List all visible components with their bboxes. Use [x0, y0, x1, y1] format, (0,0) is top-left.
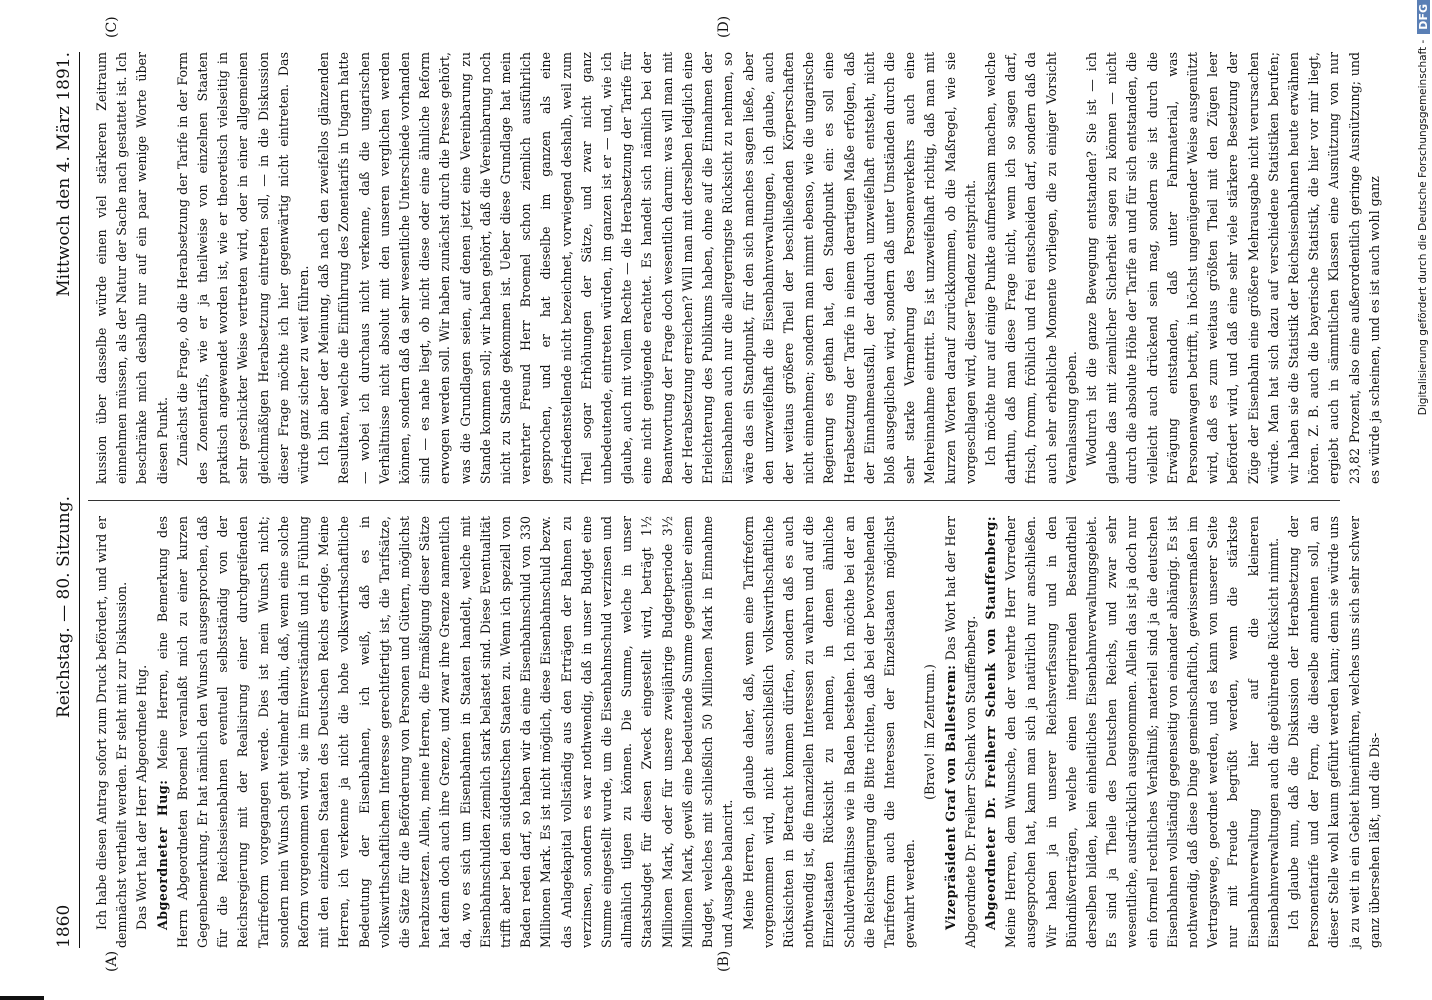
left-column: [92, 516, 1385, 948]
header-rule: [79, 52, 80, 948]
digitization-credit: [1414, 0, 1432, 1000]
speaker-name: Abgeordneter Dr. Freiherr Schenk von Stauffenberg:: [982, 516, 998, 930]
margin-marker-a: (A): [104, 950, 120, 972]
page-header: [50, 52, 80, 948]
speech-text: Meine Herren, eine Bemerkung des Herrn Abgeordneten Broemel veranlaßt mich zu einer kurzen Gegenbemerkung. Er hat nämlich den Wunsch ausgesprochen, daß für die Reichseisenbahnen eventuell selbstständig von der Reichsregierung mit der Realisirung einer durchgreifenden Tarifreform vorgegangen werde. Dies ist mein Wunsch nicht; sondern mein Wunsch geht vielmehr dahin, daß, wenn eine solche Reform vorgenommen wird, sie im Einverständniß und in Fühlung mit den einzelnen Staaten des Deutschen Reichs erfolge. Meine Herren, ich verkenne ja nicht die hohe volkswirthschaftliche Bedeutung der Eisenbahnen, ich weiß, daß es in volkswirthschaftlichem Interesse gerechtfertigt ist, die Tarifsätze, die Sätze für die Beförderung von Personen und Gütern, möglichst herabzusetzen. Allein, meine Herren, die Ermäßigung dieser Sätze hat denn doch auch ihre Grenze, und zwar ihre Grenze namentlich da, wo es sich um Eisenbahnen in Staaten handelt, welche mit Eisenbahnschulden ziemlich stark belastet sind. Diese Eventualität trifft aber bei den süddeutschen Staaten zu. Wenn ich speziell von Baden reden darf, so haben wir da eine Eisenbahnschuld von 330 Millionen Mark. Es ist nicht möglich, diese Eisenbahnschuld bezw. das Anlagekapital vollständig aus den Erträgen der Bahnen zu verzinsen, sondern es war nothwendig, daß in unser Budget eine Summe eingestellt wurde, um die Eisenbahnschuld verzinsen und allmählich tilgen zu können. Die Summe, welche in unser Staatsbudget für diesen Zweck eingestellt wird, beträgt 1½ Millionen Mark, oder für unsere zweijährige Budgetperiode 3½ Millionen Mark, gewiß eine bedeutende Summe gegenüber einem Budget, welches mit schließlich 50 Millionen Mark in Einnahme und Ausgabe balancirt.: [154, 516, 736, 948]
page-number: 1860: [54, 904, 74, 948]
speaker-name: Vizepräsident Graf von Ballestrem:: [942, 664, 958, 930]
paragraph: Wodurch ist die ganze Bewegung entstanden? Sie ist — ich glaube das mit ziemlicher Sicherheit sagen zu können — nicht durch die absolute Höhe der Tarife an und für sich entstanden, die vielleicht auch drückend sein mag, sondern sie ist durch die Erwägung entstanden, daß unter Fahrmaterial, was Personenwagen betrifft, in höchst ungenügender Weise ausgenützt wird, daß es zum weitaus größten Theil mit den Zügen leer befördert wird, und daß eine sehr viele stärkere Besetzung der Züge der Eisenbahn eine größere Mehrausgabe nicht verursachen würde. Man hat sich dazu auf verschiedene Statistiken berufen; wir haben sie die Statistik der Reichseisenbahnen heute erwähnen hören. Z. B. auch die bayerische Statistik, die hier vor mir liegt, ergiebt auch in sämmtlichen Klassen eine Ausnützung von nur 23,82 Prozent, also eine außerordentlich geringe Ausnützung; und es würde ja scheinen, und es ist auch wohl ganz: [1083, 52, 1382, 484]
dfg-logo: DFG: [1417, 0, 1430, 34]
paragraph: [981, 516, 1284, 948]
margin-marker-b: (B): [716, 950, 732, 972]
margin-marker-d: (D): [716, 15, 732, 38]
scan-edge-mark: [0, 996, 44, 1000]
paragraph: Ich möchte nur auf einige Punkte aufmerksam machen, welche darthun, daß man diese Frage nicht, wenn ich so sagen darf, frisch, fromm, fröhlich und frei entscheiden darf, sondern daß da auch sehr erhebliche Momente vorliegen, die zu einiger Vorsicht Veranlassung geben.: [982, 52, 1079, 484]
margin-marker-c: (C): [104, 16, 120, 38]
right-column: [92, 52, 1385, 484]
paragraph: Zunächst die Frage, ob die Herabsetzung der Tarife in der Form des Zonentarifs, wie er ja theilweise von einzelnen Staaten praktisch angewendet worden ist, wie er theoretisch vielseitig in sehr geschickter Weise vertreten wird, oder in einer allgemeinen gleichmäßigen Herabsetzung eintreten soll, — in die Diskussion dieser Frage möchte ich hier gegenwärtig nicht eintreten. Das würde ganz sicher zu weit führen.: [174, 52, 312, 484]
paragraph: Ich habe diesen Antrag sofort zum Druck befördert, und wird er demnächst vertheilt werden. Er steht mit zur Diskussion.: [94, 516, 130, 948]
credit-text: Digitalisierung gefördert durch die Deutsche Forschungsgemeinschaft -: [1417, 39, 1429, 416]
paragraph: kussion über dasselbe würde einen viel stärkeren Zeitraum einnehmen müssen, als der Natur der Sache nach gestattet ist. Ich beschränke mich deshalb nur auf ein paar wenige Worte über diesen Punkt.: [94, 52, 170, 484]
paragraph: [941, 516, 981, 948]
speech-text: Meine Herren, dem Wunsche, den der verehrte Herr Vorredner ausgesprochen hat, kann man sich ja natürlich nur anschließen. Wir haben ja in unserer Reichsverfassung und in den Bündnißverträgen, welche einen integrirenden Bestandtheil derselben bilden, kein einheitliches Eisenbahnverwaltungsgebiet. Es sind ja Theile des Deutschen Reichs, und zwar sehr wesentliche, ausdrücklich ausgenommen. Allein das ist ja doch nur ein formell rechtliches Verhältniß; materiell sind ja die deutschen Eisenbahnen vollständig gegenseitig von einander abhängig. Es ist nothwendig, daß diese Dinge gemeinschaftlich, gewissermaßen im Vertragswege, geordnet werden, und es kann von unserer Seite nur mit Freude begrüßt werden, wenn die stärkste Eisenbahnverwaltung hier auf die kleineren Eisenbahnverwaltungen auch die gebührende Rücksicht nimmt.: [1003, 516, 1281, 948]
paragraph: Ich glaube nun, daß die Diskussion der Herabsetzung der Personentarife und der Form, die dieselbe annehmen soll, an dieser Stelle wohl kaum geführt werden kann; denn sie würde uns ja zu weit in ein Gebiet hineinführen, welches uns sich sehr schwer ganz übersehen läßt, und die Dis-: [1285, 516, 1382, 948]
speech-text: Das Wort hat der Herr Abgeordnete Dr. Freiherr Schenk von Stauffenberg.: [942, 516, 978, 948]
interjection: (Bravo! im Zentrum.): [922, 664, 938, 800]
paragraph: [153, 516, 739, 948]
paragraph: Ich bin aber der Meinung, daß nach den zweifellos glänzenden Resultaten, welche die Einführung des Zonentarifs in Ungarn hatte — wobei ich durchaus nicht verkenne, daß die ungarischen Verhältnisse nicht absolut mit den unseren verglichen werden können, sondern daß da sehr wesentliche Unterschiede vorhanden sind — es nahe liegt, ob nicht diese oder eine ähnliche Reform erwogen werden soll. Wir haben zunächst durch die Presse gehört, was die Grundlagen seien, auf denen jetzt eine Vereinbarung zu Stande kommen soll; wir haben gehört, daß die Vereinbarung noch nicht zu Stande gekommen ist. Ueber diese Grundlage hat mein verehrter Freund Herr Broemel schon ziemlich ausführlich gesprochen, und er hat dieselbe im ganzen als eine zufriedenstellende nicht bezeichnet, vorwiegend deshalb, weil zum Theil sogar Erhöhungen der Sätze, und zwar nicht ganz unbedeutende, eintreten würden, im ganzen ist er — und, wie ich glaube, auch mit vollem Rechte — die Herabsetzung der Tarife für eine nicht genügende erachtet. Es handelt sich nämlich bei der Beantwortung der Frage doch wesentlich darum: was will man mit der Herabsetzung erreichen? Will man mit derselben lediglich eine Erleichterung des Publikums haben, ohne auf die Einnahmen der Eisenbahnen auch nur die allergeringste Rücksicht zu nehmen, so wäre das ein Standpunkt, für den sich manches sagen ließe, aber den unzweifelhaft die Eisenbahnverwaltungen, ich glaube, auch der weitaus größere Theil der beschließenden Körperschaften nicht einnehmen; sondern man nimmt ebenso, wie die ungarische Regierung es gethan hat, den Standpunkt ein: es soll eine Herabsetzung der Tarife in einem derartigen Maße erfolgen, daß der Einnahmeausfall, der dadurch unzweifelhaft entsteht, nicht bloß ausgeglichen wird, sondern daß unter Umständen durch die sehr starke Vermehrung des Personenverkehrs auch eine Mehreinnahme eintritt. Es ist unzweifelhaft richtig, daß man mit kurzen Worten darauf zurückkommen, ob die Maßregel, wie sie vorgeschlagen wird, dieser Tendenz entspricht.: [316, 52, 978, 484]
session-title: Reichstag. — 80. Sitzung.: [54, 495, 74, 718]
column-divider: [88, 500, 1340, 501]
session-date: Mittwoch den 4. März 1891.: [54, 52, 74, 297]
speaker-name: Abgeordneter Hug:: [154, 779, 170, 930]
paragraph: Das Wort hat der Herr Abgeordnete Hug.: [134, 664, 150, 930]
paragraph: Meine Herren, ich glaube daher, daß, wenn eine Tarifreform vorgenommen wird, nicht ausschließlich volkswirthschaftliche Rücksichten in Betracht kommen dürfen, sondern daß es auch nothwendig ist, die finanziellen Interessen zu wahren und auf die Einzelstaaten Rücksicht zu nehmen, in denen ähnliche Schuldverhältnisse wie in Baden bestehen. Ich möchte bei der an die Reichsregierung die Bitte richten, daß bei der bevorstehenden Tarifreform auch die Interessen der Einzelstaaten möglichst gewahrt werden.: [740, 516, 918, 948]
